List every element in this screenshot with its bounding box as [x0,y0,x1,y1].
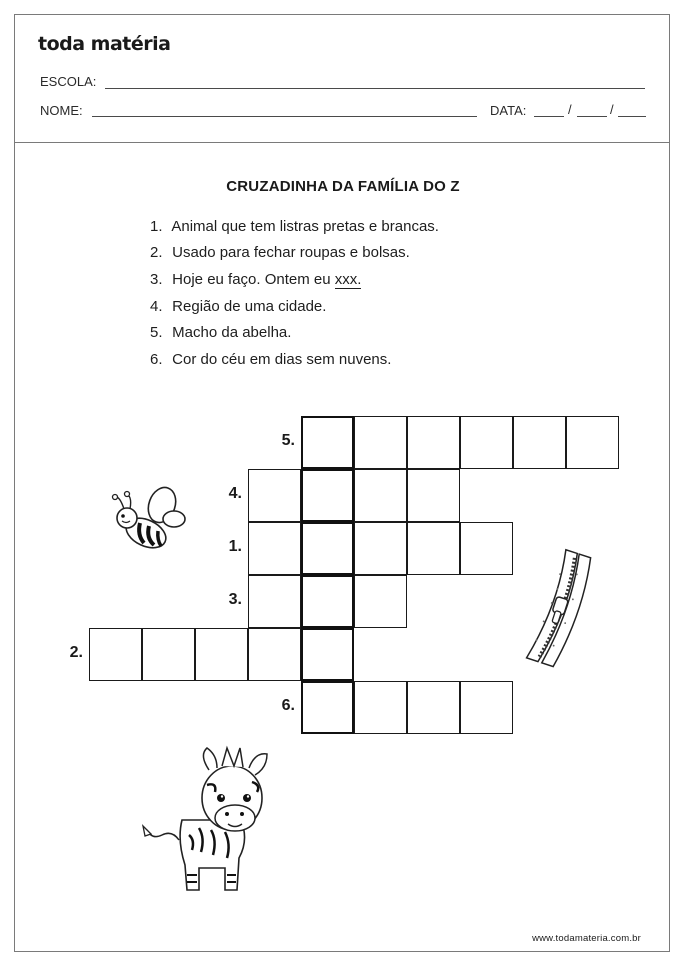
crossword-row-label: 6. [281,697,295,714]
bee-icon [110,483,190,553]
crossword-cell[interactable] [513,416,566,469]
crossword-key-cell[interactable] [301,522,354,575]
crossword-cell[interactable] [460,416,513,469]
name-label: NOME: [40,103,83,118]
date-separator: / [568,102,572,117]
crossword-cell[interactable] [407,469,460,522]
crossword-cell[interactable] [407,681,460,734]
crossword-key-cell[interactable] [301,469,354,522]
crossword-cell[interactable] [407,522,460,575]
crossword-cell[interactable] [407,416,460,469]
school-field[interactable] [105,88,645,89]
crossword-row-label: 5. [281,432,295,449]
date-label: DATA: [490,103,527,118]
date-day-field[interactable] [534,116,564,117]
zebra-icon [137,740,287,900]
header-divider [15,142,669,143]
worksheet-title: CRUZADINHA DA FAMÍLIA DO Z [226,178,460,195]
crossword-cell[interactable] [354,575,407,628]
crossword-row-label: 1. [228,538,242,555]
crossword-cell[interactable] [248,628,301,681]
crossword-cell[interactable] [354,469,407,522]
crossword-cell[interactable] [354,681,407,734]
name-field[interactable] [92,116,477,117]
worksheet-page [14,14,670,952]
crossword-key-cell[interactable] [301,575,354,628]
crossword-key-cell[interactable] [301,416,354,469]
crossword-cell[interactable] [142,628,195,681]
crossword-cell[interactable] [248,469,301,522]
clue-item: 2. Usado para fechar roupas e bolsas. [150,244,410,261]
crossword-key-cell[interactable] [301,628,354,681]
crossword-key-cell[interactable] [301,681,354,734]
crossword-cell[interactable] [354,416,407,469]
date-year-field[interactable] [618,116,646,117]
crossword-row-label: 2. [69,644,83,661]
clue-item: 1. Animal que tem listras pretas e brancas. [150,218,439,235]
clue-underlined-word: xxx. [334,271,362,288]
footer-url[interactable]: www.todamateria.com.br [532,933,641,944]
date-separator: / [610,102,614,117]
clue-item: 3. Hoje eu faço. Ontem eu xxx. [150,271,362,288]
crossword-cell[interactable] [460,681,513,734]
crossword-row-label: 4. [228,485,242,502]
zipper-icon [525,550,620,675]
crossword-row-label: 3. [228,591,242,608]
crossword-cell[interactable] [248,575,301,628]
brand-logo: toda matéria [38,33,171,55]
school-label: ESCOLA: [40,74,97,89]
crossword-cell[interactable] [354,522,407,575]
crossword-cell[interactable] [195,628,248,681]
crossword-cell[interactable] [460,522,513,575]
date-month-field[interactable] [577,116,607,117]
clue-item: 5. Macho da abelha. [150,324,292,341]
clue-item: 4. Região de uma cidade. [150,298,327,315]
crossword-cell[interactable] [89,628,142,681]
crossword-cell[interactable] [566,416,619,469]
crossword-cell[interactable] [248,522,301,575]
clue-item: 6. Cor do céu em dias sem nuvens. [150,351,392,368]
